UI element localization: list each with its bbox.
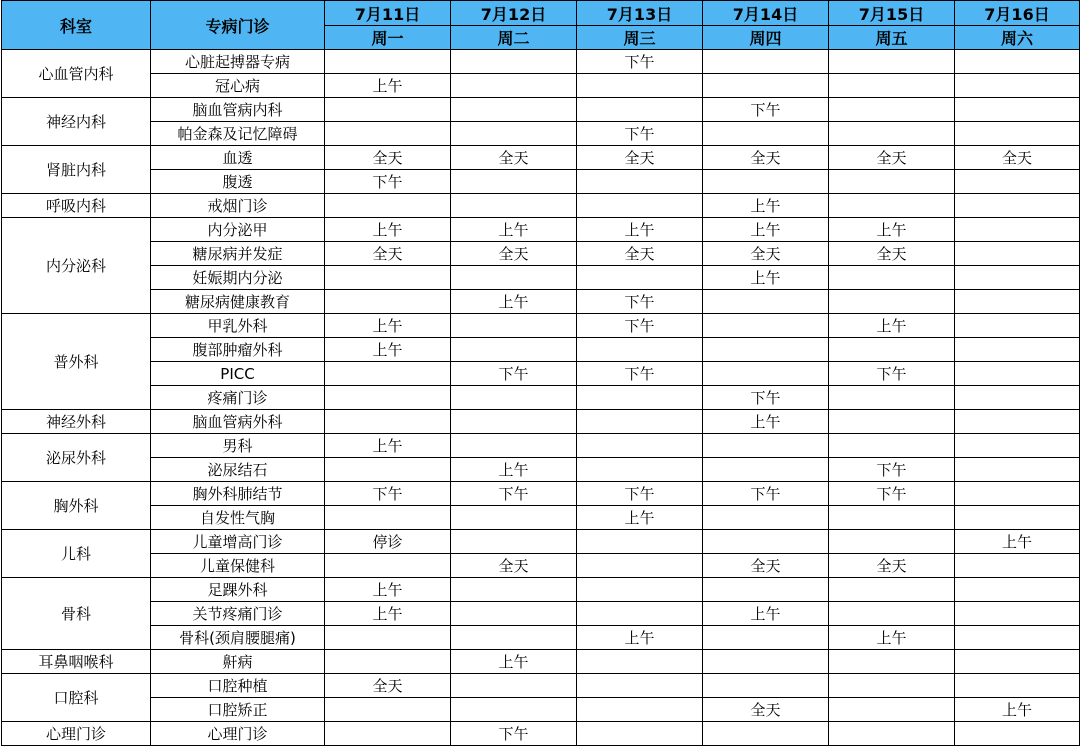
schedule-cell <box>955 434 1080 458</box>
schedule-cell <box>325 410 451 434</box>
schedule-cell: 下午 <box>577 314 703 338</box>
clinic-cell: 儿童保健科 <box>151 554 325 578</box>
schedule-cell <box>451 266 577 290</box>
schedule-cell: 上午 <box>451 650 577 674</box>
schedule-cell: 上午 <box>703 602 829 626</box>
schedule-cell <box>955 266 1080 290</box>
header-specialty: 专病门诊 <box>151 1 325 50</box>
schedule-cell <box>451 74 577 98</box>
schedule-cell <box>703 578 829 602</box>
schedule-cell: 上午 <box>829 626 955 650</box>
schedule-cell <box>955 362 1080 386</box>
schedule-cell <box>451 506 577 530</box>
table-row <box>2 578 1080 602</box>
schedule-cell <box>703 290 829 314</box>
schedule-cell: 上午 <box>955 530 1080 554</box>
clinic-cell: 骨科(颈肩腰腿痛) <box>151 626 325 650</box>
schedule-cell <box>955 506 1080 530</box>
schedule-cell <box>829 722 955 746</box>
schedule-cell <box>955 578 1080 602</box>
clinic-cell: 脑血管病外科 <box>151 410 325 434</box>
schedule-cell <box>955 218 1080 242</box>
schedule-cell: 上午 <box>451 290 577 314</box>
schedule-cell: 全天 <box>325 674 451 698</box>
table-header <box>2 1 1080 50</box>
department-cell: 心理门诊 <box>2 722 151 746</box>
table-row <box>2 362 1080 386</box>
schedule-cell <box>451 674 577 698</box>
schedule-cell <box>829 506 955 530</box>
table-row <box>2 386 1080 410</box>
table-row <box>2 338 1080 362</box>
schedule-cell <box>325 266 451 290</box>
schedule-cell <box>955 290 1080 314</box>
schedule-cell: 下午 <box>703 482 829 506</box>
schedule-cell <box>451 98 577 122</box>
clinic-cell: 足踝外科 <box>151 578 325 602</box>
schedule-cell: 下午 <box>451 482 577 506</box>
schedule-cell <box>325 554 451 578</box>
department-cell: 胸外科 <box>2 482 151 530</box>
schedule-cell: 上午 <box>703 218 829 242</box>
clinic-cell: 疼痛门诊 <box>151 386 325 410</box>
schedule-cell <box>577 578 703 602</box>
schedule-cell <box>703 314 829 338</box>
table-row <box>2 482 1080 506</box>
table-row <box>2 146 1080 170</box>
schedule-cell: 上午 <box>451 458 577 482</box>
schedule-cell: 全天 <box>829 242 955 266</box>
schedule-cell: 下午 <box>577 290 703 314</box>
schedule-cell: 上午 <box>325 74 451 98</box>
schedule-cell <box>829 170 955 194</box>
schedule-cell <box>451 122 577 146</box>
schedule-cell <box>451 50 577 74</box>
schedule-cell: 下午 <box>577 122 703 146</box>
header-dept: 科室 <box>2 1 151 50</box>
schedule-cell <box>325 650 451 674</box>
table-row <box>2 314 1080 338</box>
table-row <box>2 410 1080 434</box>
header-date: 7月16日 <box>955 1 1080 26</box>
table-row <box>2 434 1080 458</box>
header-date: 7月15日 <box>829 1 955 26</box>
schedule-cell <box>955 386 1080 410</box>
schedule-cell: 上午 <box>955 698 1080 722</box>
schedule-cell <box>325 122 451 146</box>
schedule-cell <box>325 458 451 482</box>
schedule-cell <box>325 362 451 386</box>
schedule-cell <box>577 602 703 626</box>
department-cell: 神经外科 <box>2 410 151 434</box>
schedule-cell: 上午 <box>325 578 451 602</box>
table-row <box>2 98 1080 122</box>
schedule-cell <box>703 506 829 530</box>
schedule-cell <box>955 626 1080 650</box>
schedule-cell <box>577 722 703 746</box>
table-row <box>2 530 1080 554</box>
clinic-cell: 胸外科肺结节 <box>151 482 325 506</box>
clinic-cell: 戒烟门诊 <box>151 194 325 218</box>
table-row <box>2 290 1080 314</box>
schedule-cell <box>325 626 451 650</box>
schedule-cell <box>451 386 577 410</box>
schedule-cell: 下午 <box>703 386 829 410</box>
schedule-cell <box>829 698 955 722</box>
schedule-cell <box>829 410 955 434</box>
schedule-cell <box>325 386 451 410</box>
clinic-cell: 腹透 <box>151 170 325 194</box>
header-date: 7月11日 <box>325 1 451 26</box>
schedule-cell <box>829 50 955 74</box>
clinic-cell: 自发性气胸 <box>151 506 325 530</box>
schedule-cell: 全天 <box>451 242 577 266</box>
schedule-cell: 下午 <box>325 482 451 506</box>
schedule-cell <box>703 122 829 146</box>
schedule-cell: 全天 <box>703 146 829 170</box>
schedule-cell <box>955 338 1080 362</box>
schedule-cell: 全天 <box>451 146 577 170</box>
clinic-cell: 妊娠期内分泌 <box>151 266 325 290</box>
schedule-cell: 上午 <box>325 434 451 458</box>
schedule-cell: 全天 <box>829 146 955 170</box>
schedule-cell <box>703 74 829 98</box>
schedule-cell: 下午 <box>829 458 955 482</box>
department-cell: 耳鼻咽喉科 <box>2 650 151 674</box>
header-row-dates <box>2 1 1080 26</box>
clinic-cell: 泌尿结石 <box>151 458 325 482</box>
department-cell: 肾脏内科 <box>2 146 151 194</box>
schedule-cell: 上午 <box>703 194 829 218</box>
schedule-cell: 全天 <box>325 242 451 266</box>
schedule-cell <box>451 410 577 434</box>
schedule-cell <box>703 626 829 650</box>
schedule-cell: 上午 <box>325 602 451 626</box>
schedule-cell <box>451 194 577 218</box>
header-weekday: 周五 <box>829 26 955 50</box>
clinic-cell: 脑血管病内科 <box>151 98 325 122</box>
department-cell: 内分泌科 <box>2 218 151 314</box>
schedule-cell <box>955 122 1080 146</box>
table-row <box>2 650 1080 674</box>
schedule-cell <box>955 554 1080 578</box>
schedule-cell: 全天 <box>955 146 1080 170</box>
clinic-cell: PICC <box>151 362 325 386</box>
table-row <box>2 554 1080 578</box>
schedule-cell <box>451 578 577 602</box>
schedule-cell <box>829 434 955 458</box>
schedule-cell <box>451 170 577 194</box>
schedule-cell <box>703 674 829 698</box>
table-row <box>2 194 1080 218</box>
schedule-cell <box>577 170 703 194</box>
clinic-cell: 口腔种植 <box>151 674 325 698</box>
header-date: 7月14日 <box>703 1 829 26</box>
schedule-cell: 全天 <box>829 554 955 578</box>
table-row <box>2 242 1080 266</box>
schedule-cell: 上午 <box>325 218 451 242</box>
table-row <box>2 506 1080 530</box>
schedule-cell: 上午 <box>829 218 955 242</box>
schedule-cell <box>325 290 451 314</box>
schedule-cell <box>703 338 829 362</box>
schedule-cell <box>955 242 1080 266</box>
schedule-cell <box>325 98 451 122</box>
schedule-cell <box>955 194 1080 218</box>
header-date: 7月13日 <box>577 1 703 26</box>
schedule-cell <box>577 98 703 122</box>
schedule-cell <box>955 170 1080 194</box>
schedule-cell <box>577 194 703 218</box>
clinic-cell: 糖尿病健康教育 <box>151 290 325 314</box>
department-cell: 骨科 <box>2 578 151 650</box>
schedule-cell <box>451 314 577 338</box>
schedule-cell <box>955 458 1080 482</box>
table-row <box>2 674 1080 698</box>
schedule-cell: 下午 <box>451 722 577 746</box>
schedule-cell: 上午 <box>703 266 829 290</box>
schedule-cell <box>577 458 703 482</box>
schedule-cell <box>703 170 829 194</box>
table-row <box>2 626 1080 650</box>
schedule-cell: 全天 <box>577 242 703 266</box>
table-row <box>2 698 1080 722</box>
schedule-cell <box>325 698 451 722</box>
clinic-schedule-table <box>1 0 1080 746</box>
schedule-cell <box>829 98 955 122</box>
schedule-cell <box>325 506 451 530</box>
schedule-cell <box>703 50 829 74</box>
schedule-cell <box>577 698 703 722</box>
header-date: 7月12日 <box>451 1 577 26</box>
schedule-cell <box>703 722 829 746</box>
schedule-cell: 全天 <box>325 146 451 170</box>
schedule-cell <box>955 602 1080 626</box>
schedule-cell: 全天 <box>577 146 703 170</box>
schedule-cell <box>829 578 955 602</box>
schedule-cell: 全天 <box>703 554 829 578</box>
table-row <box>2 74 1080 98</box>
schedule-cell <box>829 386 955 410</box>
clinic-cell: 心理门诊 <box>151 722 325 746</box>
schedule-cell <box>451 602 577 626</box>
schedule-cell <box>829 194 955 218</box>
schedule-cell <box>577 554 703 578</box>
schedule-cell <box>451 698 577 722</box>
clinic-cell: 儿童增高门诊 <box>151 530 325 554</box>
schedule-cell: 下午 <box>577 362 703 386</box>
table-row <box>2 218 1080 242</box>
schedule-cell: 下午 <box>829 362 955 386</box>
table-row <box>2 50 1080 74</box>
schedule-cell <box>829 530 955 554</box>
table-row <box>2 722 1080 746</box>
table-row <box>2 122 1080 146</box>
department-cell: 呼吸内科 <box>2 194 151 218</box>
schedule-cell: 上午 <box>577 506 703 530</box>
department-cell: 儿科 <box>2 530 151 578</box>
schedule-cell <box>829 338 955 362</box>
schedule-cell: 下午 <box>325 170 451 194</box>
schedule-cell <box>451 626 577 650</box>
clinic-cell: 血透 <box>151 146 325 170</box>
table-row <box>2 170 1080 194</box>
schedule-cell <box>577 434 703 458</box>
clinic-cell: 心脏起搏器专病 <box>151 50 325 74</box>
schedule-cell: 上午 <box>325 338 451 362</box>
schedule-cell: 全天 <box>703 242 829 266</box>
schedule-cell <box>955 98 1080 122</box>
schedule-cell: 全天 <box>703 698 829 722</box>
header-weekday: 周一 <box>325 26 451 50</box>
schedule-cell <box>325 722 451 746</box>
schedule-cell <box>703 434 829 458</box>
schedule-cell <box>577 674 703 698</box>
schedule-cell <box>829 266 955 290</box>
department-cell: 口腔科 <box>2 674 151 722</box>
schedule-cell <box>955 74 1080 98</box>
schedule-cell <box>577 650 703 674</box>
department-cell: 普外科 <box>2 314 151 410</box>
schedule-cell <box>451 530 577 554</box>
schedule-cell: 上午 <box>829 314 955 338</box>
schedule-cell: 下午 <box>703 98 829 122</box>
schedule-cell <box>577 530 703 554</box>
schedule-cell <box>955 410 1080 434</box>
clinic-cell: 甲乳外科 <box>151 314 325 338</box>
schedule-cell <box>577 410 703 434</box>
schedule-cell: 上午 <box>451 218 577 242</box>
schedule-cell: 下午 <box>451 362 577 386</box>
table-row <box>2 458 1080 482</box>
schedule-cell <box>325 194 451 218</box>
schedule-cell: 下午 <box>577 50 703 74</box>
schedule-cell: 上午 <box>577 218 703 242</box>
schedule-cell <box>955 50 1080 74</box>
schedule-cell: 停诊 <box>325 530 451 554</box>
schedule-cell <box>577 386 703 410</box>
schedule-cell: 上午 <box>325 314 451 338</box>
schedule-cell <box>955 722 1080 746</box>
schedule-cell <box>829 74 955 98</box>
clinic-cell: 鼾病 <box>151 650 325 674</box>
header-weekday: 周三 <box>577 26 703 50</box>
schedule-cell <box>829 602 955 626</box>
clinic-cell: 口腔矫正 <box>151 698 325 722</box>
schedule-cell <box>577 74 703 98</box>
schedule-cell <box>325 50 451 74</box>
schedule-cell <box>703 362 829 386</box>
schedule-cell <box>955 482 1080 506</box>
schedule-cell <box>829 650 955 674</box>
table-row <box>2 266 1080 290</box>
schedule-cell <box>577 266 703 290</box>
schedule-cell <box>829 122 955 146</box>
header-weekday: 周四 <box>703 26 829 50</box>
header-weekday: 周六 <box>955 26 1080 50</box>
schedule-cell <box>829 290 955 314</box>
table-row <box>2 602 1080 626</box>
header-weekday: 周二 <box>451 26 577 50</box>
clinic-cell: 糖尿病并发症 <box>151 242 325 266</box>
schedule-cell <box>955 314 1080 338</box>
schedule-cell: 上午 <box>703 410 829 434</box>
clinic-cell: 腹部肿瘤外科 <box>151 338 325 362</box>
table-body <box>2 50 1080 746</box>
schedule-cell <box>703 530 829 554</box>
schedule-cell: 下午 <box>829 482 955 506</box>
schedule-cell <box>829 674 955 698</box>
schedule-cell <box>955 650 1080 674</box>
schedule-cell <box>955 674 1080 698</box>
schedule-cell <box>703 650 829 674</box>
schedule-cell: 全天 <box>451 554 577 578</box>
schedule-cell: 上午 <box>577 626 703 650</box>
schedule-cell: 下午 <box>577 482 703 506</box>
schedule-cell <box>451 338 577 362</box>
schedule-cell <box>577 338 703 362</box>
department-cell: 心血管内科 <box>2 50 151 98</box>
clinic-cell: 关节疼痛门诊 <box>151 602 325 626</box>
clinic-cell: 帕金森及记忆障碍 <box>151 122 325 146</box>
clinic-cell: 冠心病 <box>151 74 325 98</box>
clinic-cell: 内分泌甲 <box>151 218 325 242</box>
schedule-cell <box>703 458 829 482</box>
department-cell: 神经内科 <box>2 98 151 146</box>
schedule-cell <box>451 434 577 458</box>
clinic-cell: 男科 <box>151 434 325 458</box>
department-cell: 泌尿外科 <box>2 434 151 482</box>
